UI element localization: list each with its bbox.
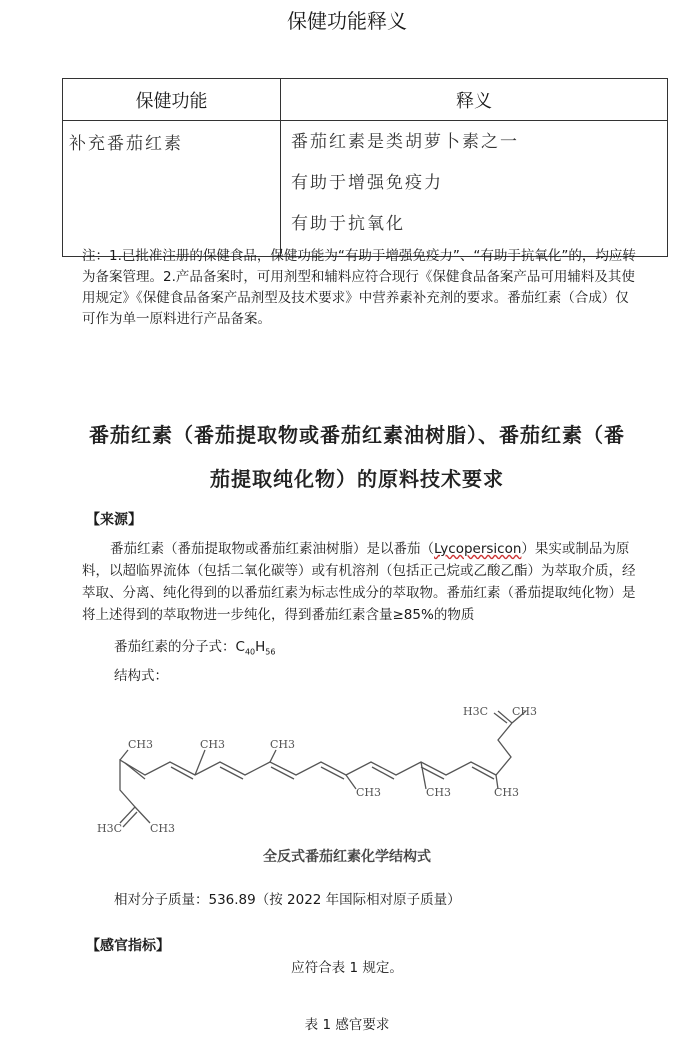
lycopene-structure-diagram bbox=[0, 695, 694, 845]
structure-label: 结构式： bbox=[114, 668, 168, 684]
molecular-formula bbox=[114, 635, 275, 657]
doc-title: 保健功能释义 bbox=[287, 9, 407, 33]
methyl-label: CH3 bbox=[426, 786, 452, 799]
molar-mass: 相对分子质量：536.89（按 2022 年国际相对原子质量） bbox=[114, 892, 461, 908]
header-function: 保健功能 bbox=[63, 79, 281, 121]
methyl-label: CH3 bbox=[150, 822, 176, 835]
formula-h: H bbox=[255, 639, 266, 655]
source-paragraph bbox=[82, 538, 642, 626]
section-title-line2: 茄提取纯化物）的原料技术要求 bbox=[210, 467, 504, 491]
source-text-after: ）果实或制品为原料，以超临界流体（包括二氧化碳等）或有机溶剂（包括正己烷或乙酸乙酯）为萃取介质，经萃取、分离、纯化得到的以番茄红素为标志性成分的萃取物。番茄红素（番茄提取纯化物）是将上述得到的萃取物进一步纯化，得到番茄红素含量≥85%的物质 bbox=[82, 541, 636, 623]
methyl-label: H3C bbox=[463, 705, 489, 718]
function-table bbox=[62, 78, 668, 257]
table-note: 注：1.已批准注册的保健食品，保健功能为“有助于增强免疫力”、“有助于抗氧化”的，均应转为备案管理。2.产品备案时，可用剂型和辅料应符合现行《保健食品备案产品可用辅料及其使用规定》《保健食品备案产品剂型及技术要求》中营养素补充剂的要求。番茄红素（合成）仅可作为单一原料进行产品备案。 bbox=[82, 248, 636, 327]
formula-c: C bbox=[235, 639, 245, 655]
methyl-label: H3C bbox=[97, 822, 123, 835]
explanation-cell bbox=[281, 121, 668, 257]
methyl-label: CH3 bbox=[270, 738, 296, 751]
methyl-label: CH3 bbox=[494, 786, 520, 799]
section-title bbox=[70, 413, 644, 501]
function-cell: 补充番茄红素 bbox=[63, 121, 281, 257]
formula-c-sub: 40 bbox=[244, 647, 256, 657]
methyl-label: CH3 bbox=[200, 738, 226, 751]
structure-caption: 全反式番茄红素化学结构式 bbox=[263, 849, 431, 865]
source-label: 【来源】 bbox=[86, 512, 142, 528]
explanation-line: 有助于抗氧化 bbox=[291, 214, 405, 234]
formula-h-sub: 56 bbox=[265, 647, 276, 657]
sensory-text: 应符合表 1 规定。 bbox=[291, 960, 403, 976]
methyl-label: CH3 bbox=[128, 738, 154, 751]
structure-labels bbox=[97, 705, 537, 835]
sensory-label: 【感官指标】 bbox=[86, 938, 170, 954]
formula-label: 番茄红素的分子式： bbox=[114, 639, 236, 655]
source-latin: Lycopersicon bbox=[434, 541, 522, 557]
table-row bbox=[63, 121, 668, 257]
source-text-before: 番茄红素（番茄提取物或番茄红素油树脂）是以番茄（ bbox=[110, 541, 434, 557]
header-explanation: 释义 bbox=[281, 79, 668, 121]
explanation-line: 有助于增强免疫力 bbox=[291, 173, 443, 193]
explanation-line: 番茄红素是类胡萝卜素之一 bbox=[291, 132, 519, 152]
table1-title: 表 1 感官要求 bbox=[304, 1017, 390, 1033]
methyl-label: CH3 bbox=[512, 705, 538, 718]
section-title-line1: 番茄红素（番茄提取物或番茄红素油树脂）、番茄红素（番 bbox=[89, 423, 625, 447]
structure-bonds bbox=[120, 711, 526, 827]
table-header-row bbox=[63, 79, 668, 121]
methyl-label: CH3 bbox=[356, 786, 382, 799]
